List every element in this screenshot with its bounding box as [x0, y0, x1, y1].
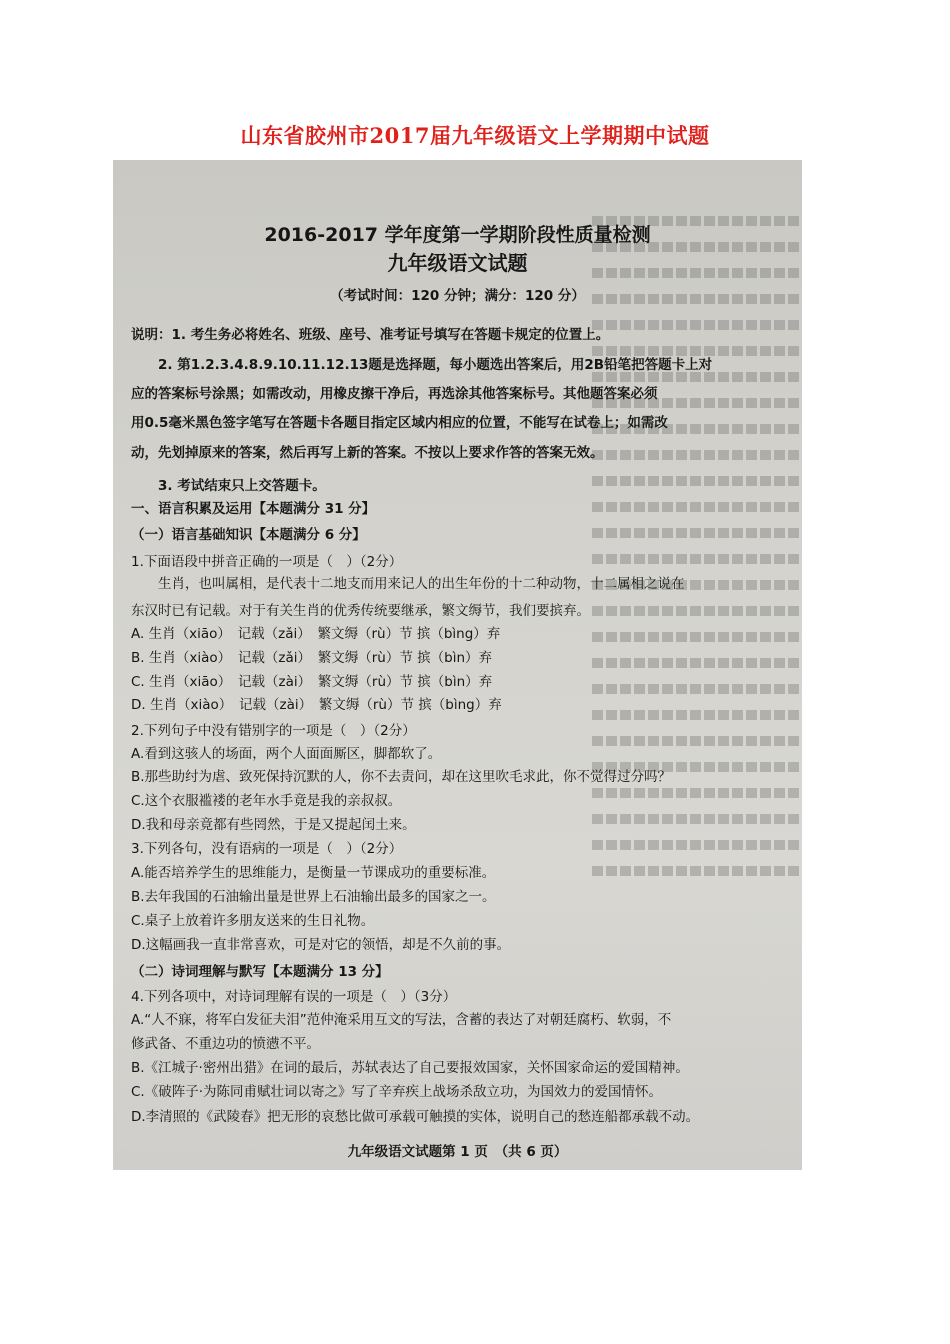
- exam-line: 动，先划掉原来的答案，然后再写上新的答案。不按以上要求作答的答案无效。: [131, 445, 604, 461]
- exam-line: 应的答案标号涂黑；如需改动，用橡皮擦干净后，再选涂其他答案标号。其他题答案必须: [131, 386, 658, 402]
- page-title: 山东省胶州市2017届九年级语文上学期期中试题: [240, 123, 710, 148]
- exam-line: 生肖，也叫属相，是代表十二地支而用来记人的出生年份的十二种动物，十二属相之说在: [131, 576, 685, 592]
- exam-line: A.能否培养学生的思维能力，是衡量一节课成功的重要标准。: [131, 865, 496, 881]
- exam-line: A. 生肖（xiāo） 记载（zǎi） 繁文缛（rù）节 摈（bìng）弃: [131, 626, 501, 642]
- exam-line: C. 生肖（xiāo） 记载（zài） 繁文缛（rù）节 摈（bìn）弃: [131, 674, 493, 690]
- exam-line: （一）语言基础知识【本题满分 6 分】: [131, 527, 366, 543]
- exam-line: 修武备、不重边功的愤懑不平。: [131, 1036, 320, 1052]
- exam-line: 3.下列各句，没有语病的一项是（ ）（2分）: [131, 841, 403, 857]
- exam-line: 3. 考试结束只上交答题卡。: [131, 478, 326, 494]
- exam-line: A.看到这骇人的场面，两个人面面厮区，脚都软了。: [131, 746, 442, 762]
- exam-line: （二）诗词理解与默写【本题满分 13 分】: [131, 964, 389, 980]
- exam-header: 2016-2017 学年度第一学期阶段性质量检测: [264, 224, 651, 246]
- exam-line: 1.下面语段中拼音正确的一项是（ ）（2分）: [131, 554, 403, 570]
- exam-line: 说明：1. 考生务必将姓名、班级、座号、准考证号填写在答题卡规定的位置上。: [131, 327, 610, 343]
- exam-line: 2. 第1.2.3.4.8.9.10.11.12.13题是选择题，每小题选出答案后，用2B铅笔把答题卡上对: [131, 357, 713, 373]
- exam-line: 4.下列各项中，对诗词理解有误的一项是（ ）（3分）: [131, 989, 457, 1005]
- exam-line: C.桌子上放着许多朋友送来的生日礼物。: [131, 913, 375, 929]
- exam-line: D.这幅画我一直非常喜欢，可是对它的领悟，却是不久前的事。: [131, 937, 511, 953]
- exam-line: 东汉时已有记载。对于有关生肖的优秀传统要继承，繁文缛节，我们要摈弃。: [131, 603, 590, 619]
- exam-line: C.这个衣服褴褛的老年水手竟是我的亲叔叔。: [131, 793, 402, 809]
- exam-subject-title: 九年级语文试题: [387, 251, 528, 275]
- exam-line: 2.下列句子中没有错别字的一项是（ ）（2分）: [131, 723, 416, 739]
- exam-line: B.那些助纣为虐、致死保持沉默的人，你不去责问，却在这里吹毛求此，你不觉得过分吗？: [131, 769, 672, 785]
- exam-photo: [113, 160, 802, 1170]
- exam-line: D. 生肖（xiào） 记载（zài） 繁文缛（rù）节 摈（bìng）弃: [131, 697, 502, 713]
- exam-line: B.去年我国的石油输出量是世界上石油输出最多的国家之一。: [131, 889, 496, 905]
- exam-line: A.“人不寐，将军白发征夫泪”范仲淹采用互文的写法，含蓄的表达了对朝廷腐朽、软弱，不: [131, 1012, 672, 1028]
- exam-line: C.《破阵子·为陈同甫赋壮词以寄之》写了辛弃疾上战场杀敌立功，为国效力的爱国情怀。: [131, 1084, 663, 1100]
- exam-line: D.我和母亲竟都有些罔然，于是又提起闰土来。: [131, 817, 416, 833]
- exam-line: 一、语言积累及运用【本题满分 31 分】: [131, 501, 376, 517]
- exam-time-info: （考试时间：120 分钟；满分：120 分）: [330, 288, 585, 304]
- page-footer: 九年级语文试题第 1 页 （共 6 页）: [347, 1144, 568, 1160]
- exam-line: D.李清照的《武陵春》把无形的哀愁比做可承载可触摸的实体，说明自己的愁连船都承载不动。: [131, 1109, 700, 1125]
- exam-line: 用0.5毫米黑色签字笔写在答题卡各题目指定区域内相应的位置，不能写在试卷上；如需改: [131, 415, 668, 431]
- exam-line: B. 生肖（xiào） 记载（zǎi） 繁文缛（rù）节 摈（bìn）弃: [131, 650, 492, 666]
- exam-line: B.《江城子·密州出猎》在词的最后，苏轼表达了自己要报效国家，关怀国家命运的爱国精神。: [131, 1060, 689, 1076]
